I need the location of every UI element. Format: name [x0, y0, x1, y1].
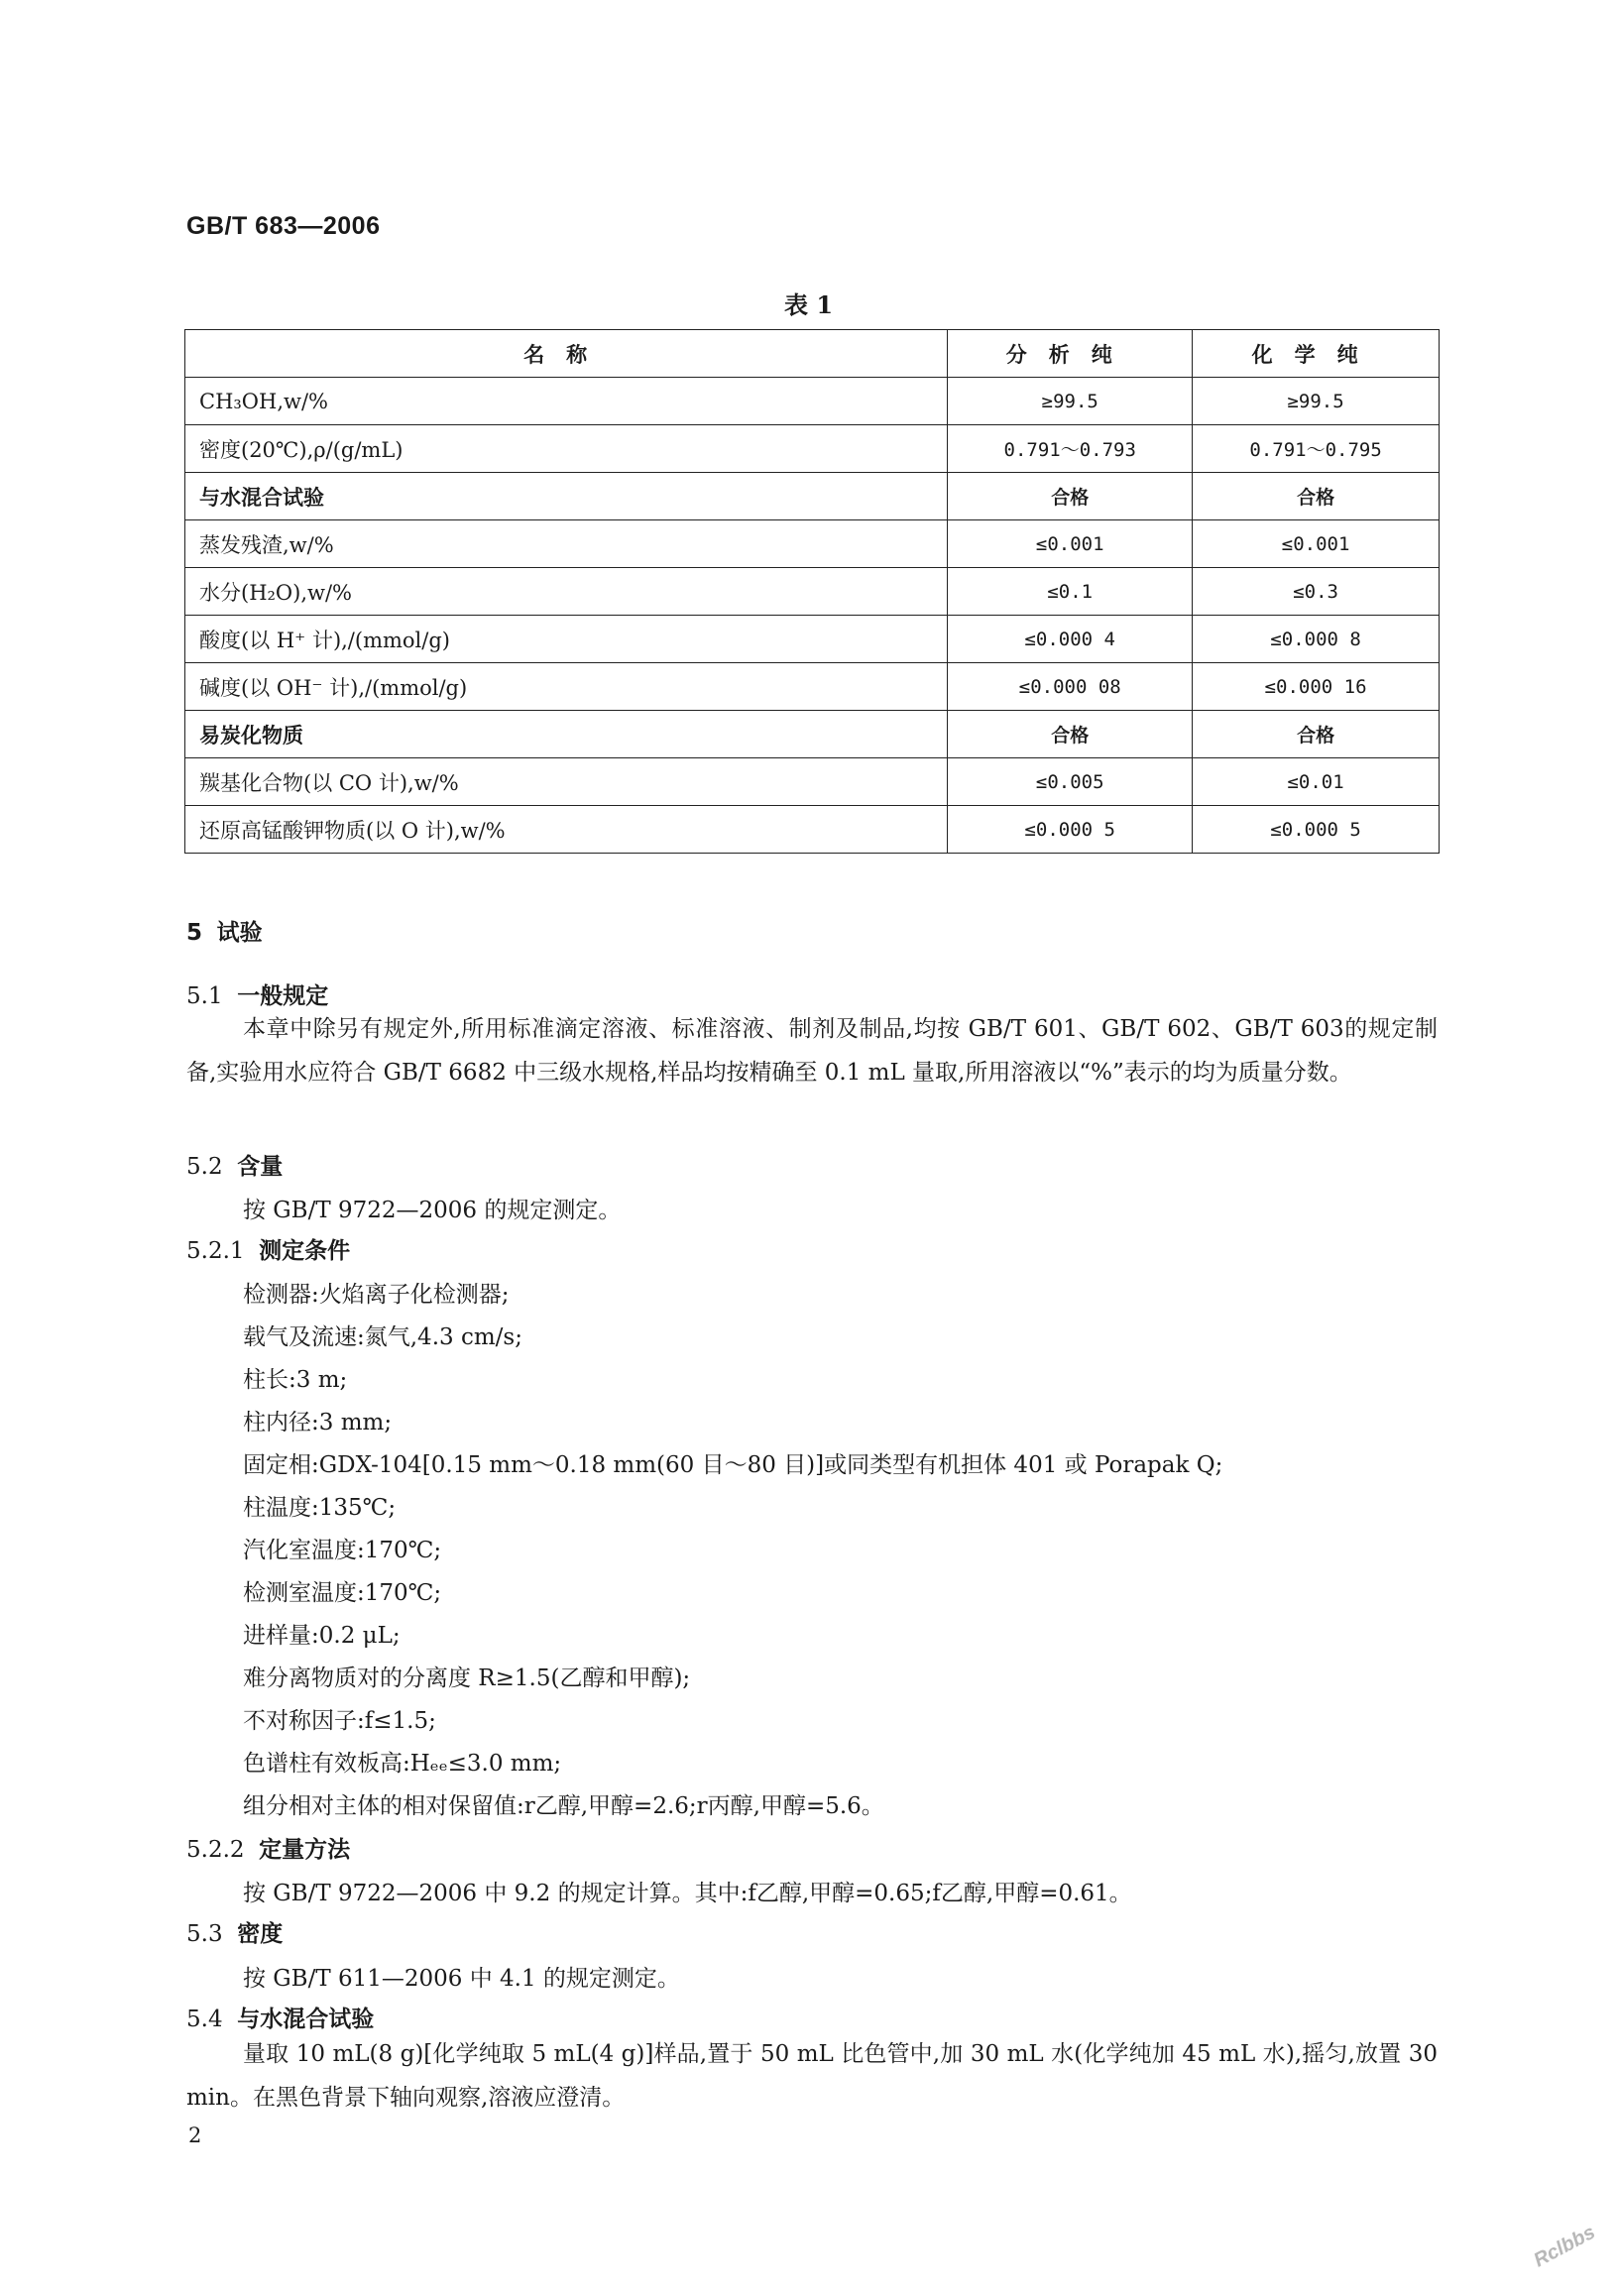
- condition-line: 色谱柱有效板高:Hₑₑ≤3.0 mm;: [243, 1751, 562, 1777]
- row-value-cp: ≤0.01: [1193, 758, 1440, 806]
- row-name: 密度(20℃),ρ/(g/mL): [185, 425, 948, 473]
- section-5-2-2-heading: [186, 1831, 350, 1864]
- row-name: 还原高锰酸钾物质(以 O 计),w/%: [185, 806, 948, 854]
- section-title: 与水混合试验: [237, 2007, 375, 2032]
- section-title: 密度: [237, 1921, 284, 1947]
- row-value-cp: ≤0.000 16: [1193, 663, 1440, 711]
- condition-line: 进样量:0.2 μL;: [243, 1623, 401, 1649]
- section-title: 试验: [216, 920, 263, 946]
- section-5-4-text: 量取 10 mL(8 g)[化学纯取 5 mL(4 g)]样品,置于 50 mL 比色管中,加 30 mL 水(化学纯加 45 mL 水),摇匀,放置 30 min。在黑色背景下轴向观察,溶液应澄清。: [186, 2041, 1438, 2111]
- condition-line: 柱长:3 m;: [243, 1367, 348, 1393]
- table-row: [185, 616, 1440, 663]
- table-row: [185, 425, 1440, 473]
- row-value-cp: ≤0.001: [1193, 520, 1440, 568]
- section-5-heading: [186, 914, 263, 947]
- table-row: [185, 663, 1440, 711]
- row-name: 水分(H₂O),w/%: [185, 568, 948, 616]
- row-value-ar: ≤0.005: [948, 758, 1193, 806]
- section-5-2-text: 按 GB/T 9722—2006 的规定测定。: [243, 1198, 622, 1223]
- condition-line: 组分相对主体的相对保留值:r乙醇,甲醇=2.6;r丙醇,甲醇=5.6。: [243, 1793, 884, 1819]
- condition-line: 载气及流速:氮气,4.3 cm/s;: [243, 1324, 522, 1350]
- condition-line: 检测器:火焰离子化检测器;: [243, 1282, 510, 1308]
- table-row: [185, 568, 1440, 616]
- condition-line: 柱温度:135℃;: [243, 1495, 397, 1521]
- section-title: 一般规定: [237, 983, 329, 1009]
- section-number: 5.1: [186, 983, 223, 1009]
- section-5-1-heading: [186, 977, 328, 1010]
- row-value-ar: ≤0.001: [948, 520, 1193, 568]
- table-row: [185, 520, 1440, 568]
- table-row: [185, 473, 1440, 520]
- row-name: CH₃OH,w/%: [185, 378, 948, 425]
- section-5-3-text: 按 GB/T 611—2006 中 4.1 的规定测定。: [243, 1966, 680, 1992]
- section-number: 5.4: [186, 2007, 223, 2032]
- row-name: 碱度(以 OH⁻ 计),/(mmol/g): [185, 663, 948, 711]
- table-row: [185, 758, 1440, 806]
- section-5-2-heading: [186, 1148, 283, 1181]
- table-header-row: [185, 330, 1440, 378]
- condition-line: 固定相:GDX-104[0.15 mm～0.18 mm(60 目～80 目)]或同类型有机担体 401 或 Porapak Q;: [243, 1452, 1223, 1478]
- row-name: 易炭化物质: [185, 711, 948, 758]
- section-5-3-heading: [186, 1915, 283, 1948]
- table-row: [185, 711, 1440, 758]
- row-value-cp: 合格: [1193, 711, 1440, 758]
- column-header-analytical-grade: 分析纯: [948, 330, 1193, 378]
- row-value-cp: 0.791～0.795: [1193, 425, 1440, 473]
- row-value-cp: ≤0.000 8: [1193, 616, 1440, 663]
- row-name: 羰基化合物(以 CO 计),w/%: [185, 758, 948, 806]
- section-5-1-text: 本章中除另有规定外,所用标准滴定溶液、标准溶液、制剂及制品,均按 GB/T 601、GB/T 602、GB/T 603的规定制备,实验用水应符合 GB/T 6682 中三级水规格,样品均按精确至 0.1 mL 量取,所用溶液以“%”表示的均为质量分数。: [186, 1016, 1438, 1086]
- row-value-ar: ≤0.1: [948, 568, 1193, 616]
- section-5-4-heading: [186, 2001, 374, 2033]
- row-value-ar: ≥99.5: [948, 378, 1193, 425]
- row-name: 酸度(以 H⁺ 计),/(mmol/g): [185, 616, 948, 663]
- row-value-ar: 合格: [948, 473, 1193, 520]
- section-5-2-1-heading: [186, 1232, 350, 1265]
- condition-line: 柱内径:3 mm;: [243, 1410, 393, 1435]
- page-number: 2: [188, 2124, 202, 2147]
- standard-code: GB/T 683—2006: [186, 212, 381, 240]
- row-value-ar: ≤0.000 4: [948, 616, 1193, 663]
- row-name: 与水混合试验: [185, 473, 948, 520]
- section-number: 5.2.2: [186, 1837, 245, 1863]
- row-value-cp: ≥99.5: [1193, 378, 1440, 425]
- row-value-ar: ≤0.000 5: [948, 806, 1193, 854]
- row-value-cp: 合格: [1193, 473, 1440, 520]
- column-header-name: 名称: [185, 330, 948, 378]
- row-value-ar: ≤0.000 08: [948, 663, 1193, 711]
- section-5-2-2-text: 按 GB/T 9722—2006 中 9.2 的规定计算。其中:f乙醇,甲醇=0.65;f乙醇,甲醇=0.61。: [243, 1881, 1132, 1906]
- section-number: 5.2.1: [186, 1238, 245, 1264]
- table-row: [185, 378, 1440, 425]
- condition-line: 不对称因子:f≤1.5;: [243, 1708, 436, 1734]
- section-number: 5.3: [186, 1921, 223, 1947]
- watermark: Rclbbs: [1530, 2221, 1599, 2272]
- section-number: 5.2: [186, 1154, 223, 1180]
- row-name: 蒸发残渣,w/%: [185, 520, 948, 568]
- spec-table: [184, 329, 1440, 854]
- table-row: [185, 806, 1440, 854]
- condition-line: 难分离物质对的分离度 R≥1.5(乙醇和甲醇);: [243, 1665, 691, 1691]
- table-caption: 表 1: [783, 290, 834, 319]
- section-title: 定量方法: [259, 1837, 351, 1863]
- section-title: 含量: [237, 1154, 284, 1180]
- condition-line: 汽化室温度:170℃;: [243, 1538, 442, 1563]
- condition-line: 检测室温度:170℃;: [243, 1580, 442, 1606]
- row-value-cp: ≤0.000 5: [1193, 806, 1440, 854]
- section-title: 测定条件: [259, 1238, 351, 1264]
- row-value-cp: ≤0.3: [1193, 568, 1440, 616]
- column-header-chemical-grade: 化学纯: [1193, 330, 1440, 378]
- row-value-ar: 合格: [948, 711, 1193, 758]
- row-value-ar: 0.791～0.793: [948, 425, 1193, 473]
- section-number: 5: [186, 920, 203, 946]
